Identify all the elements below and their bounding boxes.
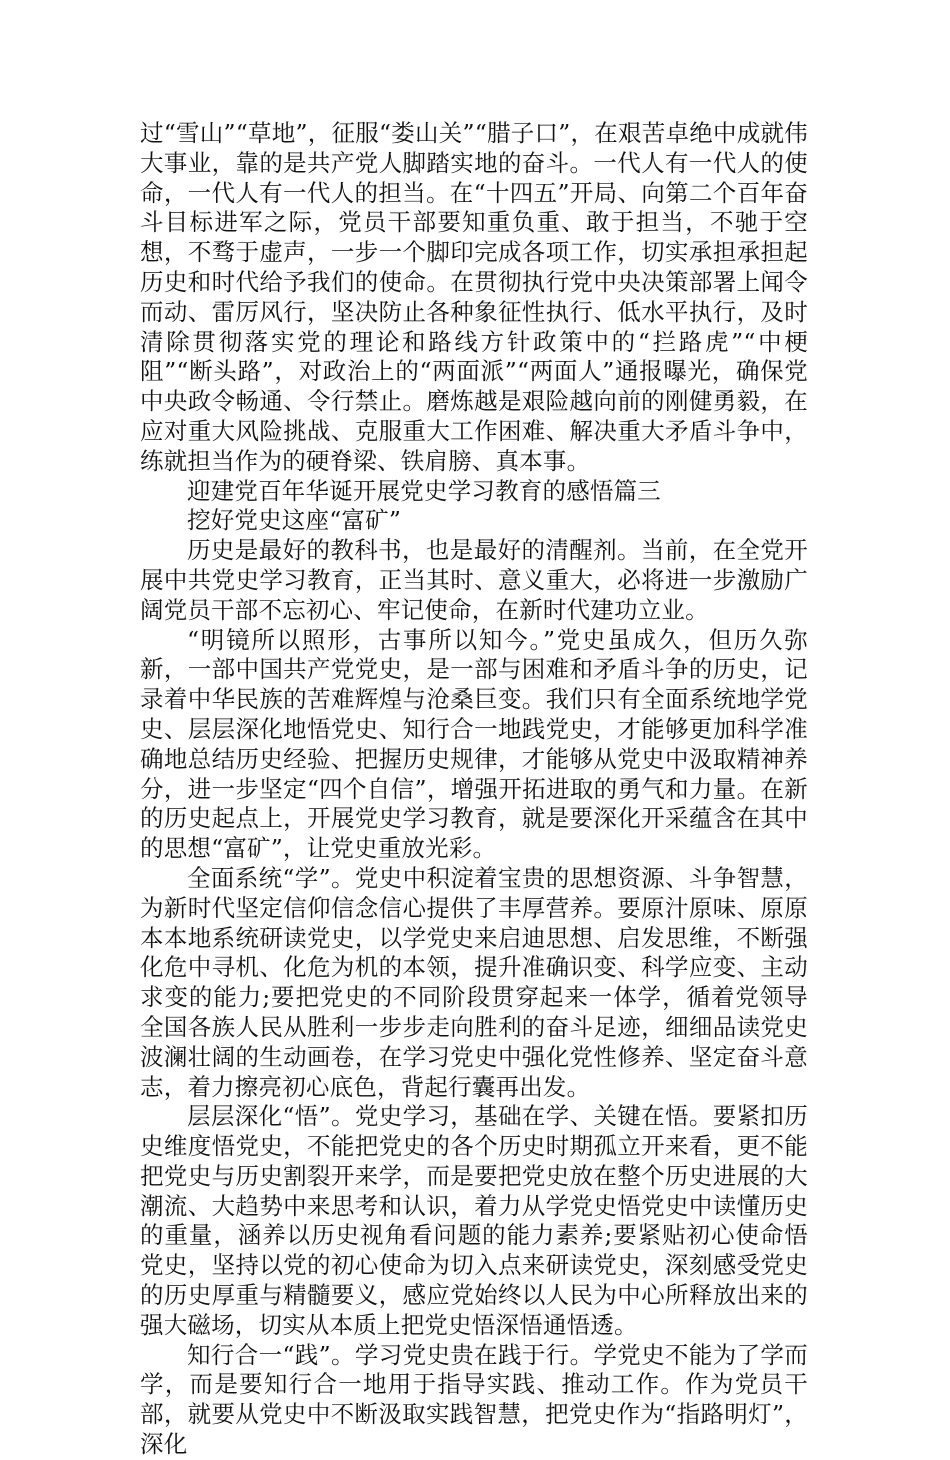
paragraph-mirror-quote: “明镜所以照形，古事所以知今。”党史虽成久，但历久弥新，一部中国共产党党史，是一部与困难和矛盾斗争的历史，记录着中华民族的苦难辉煌与沧桑巨变。我们只有全面系统地学党史、层层深化地悟党史、知行合一地践党史，才能够更加科学准确地总结历史经验、把握历史规律，才能够从党史中汲取精神养分，进一步坚定“四个自信”，增强开拓进取的勇气和力量。在新的历史起点上，开展党史学习教育，就是要深化开采蕴含在其中的思想“富矿”，让党史重放光彩。 <box>140 625 808 863</box>
document-body <box>140 119 808 1460</box>
paragraph-history-textbook: 历史是最好的教科书，也是最好的清醒剂。当前，在全党开展中共党史学习教育，正当其时、意义重大，必将进一步激励广阔党员干部不忘初心、牢记使命，在新时代建功立业。 <box>140 536 808 624</box>
paragraph-practice: 知行合一“践”。学习党史贵在践于行。学党史不能为了学而学，而是要知行合一地用于指导实践、推动工作。作为党员干部，就要从党史中不断汲取实践智慧，把党史作为“指路明灯”，深化 <box>140 1340 808 1459</box>
section-heading: 迎建党百年华诞开展党史学习教育的感悟篇三 <box>187 476 661 505</box>
article-title: 挖好党史这座“富矿” <box>187 506 402 535</box>
paragraph-learn: 全面系统“学”。党史中积淀着宝贵的思想资源、斗争智慧，为新时代坚定信仰信念信心提供了丰厚营养。要原汁原味、原原本本地系统研读党史，以学党史来启迪思想、启发思维，不断强化危中寻机、化危为机的本领，提升准确识变、科学应变、主动求变的能力;要把党史的不同阶段贯穿起来一体学，循着党领导全国各族人民从胜利一步步走向胜利的奋斗足迹，细细品读党史波澜壮阔的生动画卷，在学习党史中强化党性修养、坚定奋斗意志，着力擦亮初心底色，背起行囊再出发。 <box>140 863 808 1101</box>
paragraph-responsibility: 过“雪山”“草地”，征服“娄山关”“腊子口”，在艰苦卓绝中成就伟大事业，靠的是共产党人脚踏实地的奋斗。一代人有一代人的使命，一代人有一代人的担当。在“十四五”开局、向第二个百年奋斗目标进军之际，党员干部要知重负重、敢于担当，不驰于空想，不骛于虚声，一步一个脚印完成各项工作，切实承担承担起历史和时代给予我们的使命。在贯彻执行党中央决策部署上闻令而动、雷厉风行，坚决防止各种象征性执行、低水平执行，及时清除贯彻落实党的理论和路线方针政策中的“拦路虎”“中梗阻”“断头路”，对政治上的“两面派”“两面人”通报曝光，确保党中央政令畅通、令行禁止。磨炼越是艰险越向前的刚健勇毅，在应对重大风险挑战、克服重大工作困难、解决重大矛盾斗争中，练就担当作为的硬脊梁、铁肩膀、真本事。 <box>140 119 808 475</box>
paragraph-understand: 层层深化“悟”。党史学习，基础在学、关键在悟。要紧扣历史维度悟党史，不能把党史的各个历史时期孤立开来看，更不能把党史与历史割裂开来学，而是要把党史放在整个历史进展的大潮流、大趋势中来思考和认识，着力从学党史悟党史中读懂历史的重量，涵养以历史视角看问题的能力素养;要紧贴初心使命悟党史，坚持以党的初心使命为切入点来研读党史，深刻感受党史的历史厚重与精髓要义，感应党始终以人民为中心所释放出来的强大磁场，切实从本质上把党史悟深悟通悟透。 <box>140 1102 808 1339</box>
